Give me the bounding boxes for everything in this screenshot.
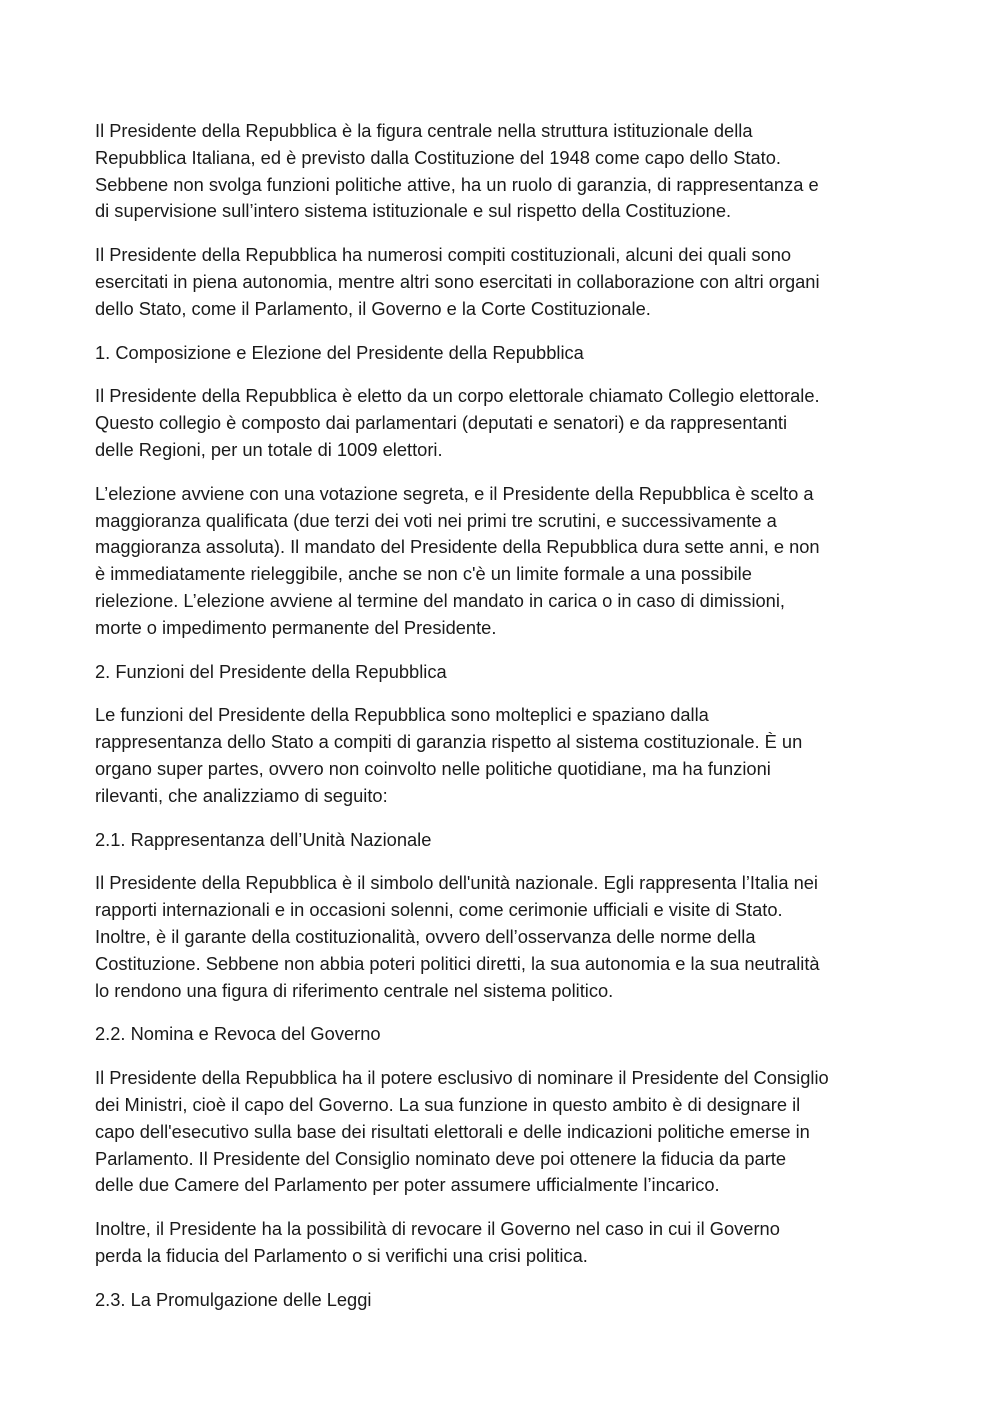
document-page (95, 118, 910, 1330)
intro-paragraph: Il Presidente della Repubblica è la figura centrale nella struttura istituzionale della Repubblica Italiana, ed è previsto dalla Costituzione del 1948 come capo dello Stato. Sebbene non svolga funzioni politiche attive, ha un ruolo di garanzia, di rappresentanza e di supervisione sull’intero sistema istituzionale e sul rispetto della Costituzione. (95, 120, 819, 222)
section-heading-2-2: 2.2. Nomina e Revoca del Governo (95, 1023, 381, 1045)
government-nomination-paragraph: Il Presidente della Repubblica ha il potere esclusivo di nominare il Presidente del Consiglio dei Ministri, cioè il capo del Governo. La sua funzione in questo ambito è di designare il capo dell'esecutivo sulla base dei risultati elettorali e delle indicazioni politiche emerse in Parlamento. Il Presidente del Consiglio nominato deve poi ottenere la fiducia da parte delle due Camere del Parlamento per poter assumere ufficialmente l’incarico. (95, 1067, 829, 1196)
election-paragraph: L’elezione avviene con una votazione segreta, e il Presidente della Repubblica è scelto a maggioranza qualificata (due terzi dei voti nei primi tre scrutini, e successivamente a maggioranza assoluta). Il mandato del Presidente della Repubblica dura sette anni, e non è immediatamente rieleggibile, anche se non c'è un limite formale a una possibile rielezione. L’elezione avviene al termine del mandato in carica o in caso di dimissioni, morte o impedimento permanente del Presidente. (95, 482, 820, 638)
section-heading-2-1: 2.1. Rappresentanza dell’Unità Nazionale (95, 828, 432, 850)
section-heading-1: 1. Composizione e Elezione del Presidente della Repubblica (95, 341, 584, 363)
electoral-college-paragraph: Il Presidente della Repubblica è eletto da un corpo elettorale chiamato Collegio elettorale. Questo collegio è composto dai parlamentari (deputati e senatori) e da rappresentanti delle Regioni, per un totale di 1009 elettori. (95, 385, 820, 460)
duties-paragraph: Il Presidente della Repubblica ha numerosi compiti costituzionali, alcuni dei quali sono esercitati in piena autonomia, mentre altri sono esercitati in collaborazione con altri organi dello Stato, come il Parlamento, il Governo e la Corte Costituzionale. (95, 244, 820, 319)
government-revocation-paragraph: Inoltre, il Presidente ha la possibilità di revocare il Governo nel caso in cui il Governo perda la fiducia del Parlamento o si verifichi una crisi politica. (95, 1218, 780, 1266)
national-unity-paragraph: Il Presidente della Repubblica è il simbolo dell'unità nazionale. Egli rappresenta l’Italia nei rapporti internazionali e in occasioni solenni, come cerimonie ufficiali e visite di Stato. Inoltre, è il garante della costituzionalità, ovvero dell’osservanza delle norme della Costituzione. Sebbene non abbia poteri politici diretti, la sua autonomia e la sua neutralità lo rendono una figura di riferimento centrale nel sistema politico. (95, 872, 820, 1001)
section-heading-2: 2. Funzioni del Presidente della Repubblica (95, 660, 447, 682)
section-heading-2-3: 2.3. La Promulgazione delle Leggi (95, 1288, 372, 1310)
functions-paragraph: Le funzioni del Presidente della Repubblica sono molteplici e spaziano dalla rappresentanza dello Stato a compiti di garanzia rispetto al sistema costituzionale. È un organo super partes, ovvero non coinvolto nelle politiche quotidiane, ma ha funzioni rilevanti, che analizziamo di seguito: (95, 704, 803, 806)
